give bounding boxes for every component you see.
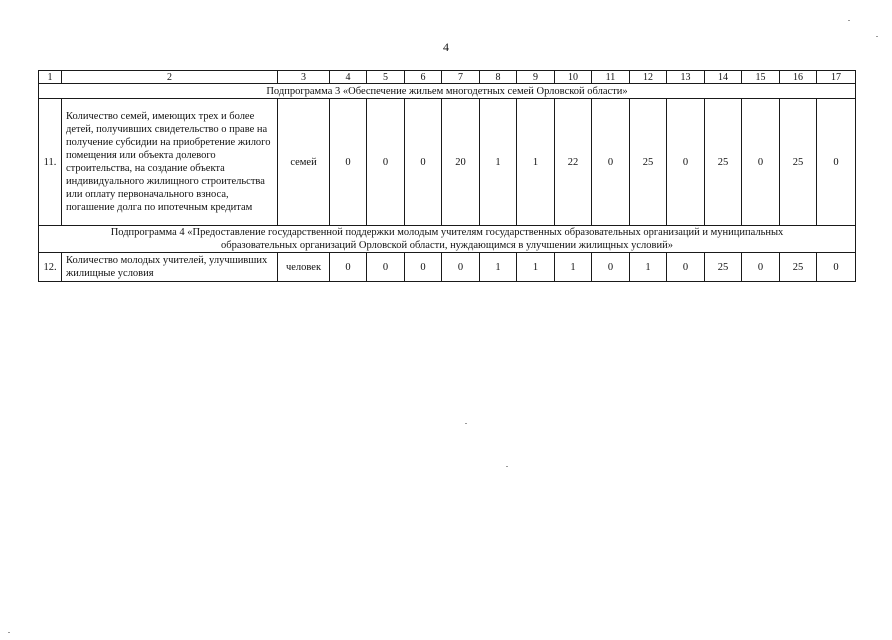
column-number: 12: [630, 71, 667, 84]
row-value: 0: [442, 253, 480, 282]
row-value: 25: [705, 99, 742, 226]
row-value: 0: [367, 253, 405, 282]
subprogram-title-line: образовательных организаций Орловской области, нуждающимся в улучшении жилищных условий»: [221, 240, 673, 251]
row-value: 0: [817, 99, 856, 226]
row-value: 0: [405, 253, 442, 282]
row-value: 1: [480, 253, 517, 282]
row-unit: человек: [278, 253, 330, 282]
page-number: 4: [443, 40, 449, 54]
column-number: 9: [517, 71, 555, 84]
row-value: 25: [705, 253, 742, 282]
subprogram-3-header: [39, 84, 856, 99]
row-unit: семей: [278, 99, 330, 226]
column-number: 7: [442, 71, 480, 84]
row-value: 1: [517, 253, 555, 282]
table-row: [39, 99, 856, 226]
row-value: 1: [555, 253, 592, 282]
scan-speck: [8, 632, 10, 633]
subprogram-title: Подпрограмма 3 «Обеспечение жильем многодетных семей Орловской области»: [39, 84, 856, 99]
column-number: 5: [367, 71, 405, 84]
row-description: Количество семей, имеющих трех и более детей, получивших свидетельство о праве на получение субсидии на приобретение жилого помещения или объекта долевого строительства, на создание объекта индивидуального жилищного строительства или оплату первоначального взноса, погашение долга по ипотечным кредитам: [62, 99, 278, 226]
column-number: 16: [780, 71, 817, 84]
column-number: 10: [555, 71, 592, 84]
row-value: 0: [592, 99, 630, 226]
column-number: 2: [62, 71, 278, 84]
column-number: 15: [742, 71, 780, 84]
row-value: 0: [667, 253, 705, 282]
scan-speck: [506, 466, 508, 467]
column-number: 6: [405, 71, 442, 84]
row-value: 0: [330, 99, 367, 226]
row-value: 20: [442, 99, 480, 226]
row-value: 1: [630, 253, 667, 282]
subprogram-title: [39, 226, 856, 253]
row-value: 22: [555, 99, 592, 226]
row-value: 1: [480, 99, 517, 226]
column-number: 14: [705, 71, 742, 84]
row-value: 25: [780, 99, 817, 226]
row-number: 12.: [39, 253, 62, 282]
column-number: 13: [667, 71, 705, 84]
column-number: 17: [817, 71, 856, 84]
column-number: 8: [480, 71, 517, 84]
scan-speck: [876, 36, 878, 37]
column-number: 4: [330, 71, 367, 84]
row-value: 0: [742, 253, 780, 282]
scan-speck: [465, 423, 467, 424]
indicators-table: [38, 70, 856, 282]
row-value: 0: [817, 253, 856, 282]
row-value: 0: [405, 99, 442, 226]
row-value: 0: [667, 99, 705, 226]
row-number: 11.: [39, 99, 62, 226]
scan-speck: [848, 20, 850, 21]
row-value: 25: [630, 99, 667, 226]
row-value: 25: [780, 253, 817, 282]
row-value: 0: [367, 99, 405, 226]
row-value: 0: [742, 99, 780, 226]
column-number: 3: [278, 71, 330, 84]
row-value: 0: [592, 253, 630, 282]
table-row: [39, 253, 856, 282]
row-value: 1: [517, 99, 555, 226]
subprogram-4-header: [39, 226, 856, 253]
row-description: Количество молодых учителей, улучшивших жилищные условия: [62, 253, 278, 282]
subprogram-title-line: Подпрограмма 4 «Предоставление государственной поддержки молодым учителям государственных образовательных организаций и муниципальных: [110, 227, 784, 238]
column-number: 1: [39, 71, 62, 84]
column-number: 11: [592, 71, 630, 84]
row-value: 0: [330, 253, 367, 282]
column-number-row: [39, 71, 856, 84]
